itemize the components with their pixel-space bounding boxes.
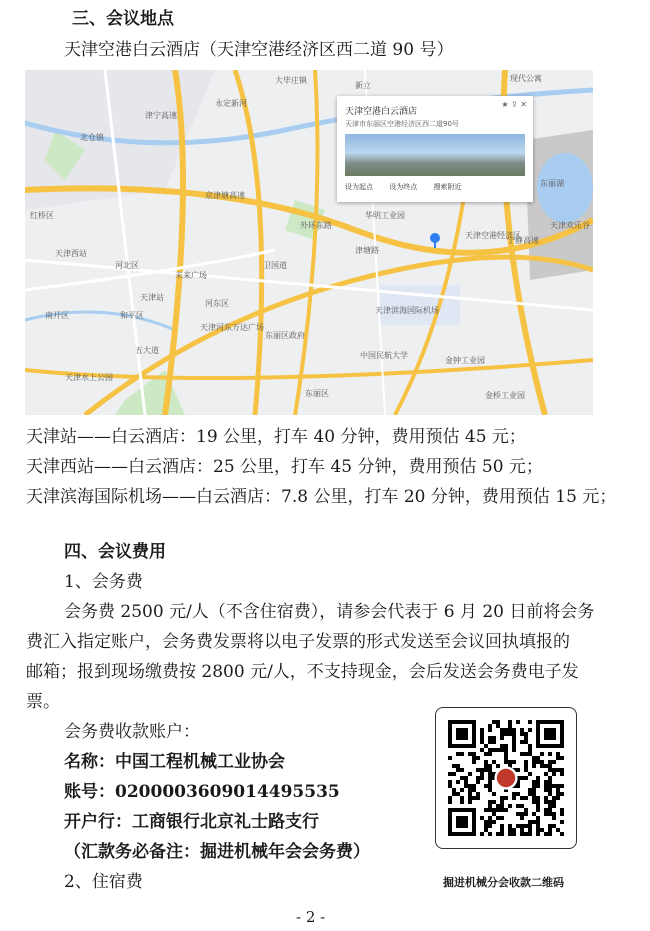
poi-label: 大毕庄镇 [275,76,307,85]
section4-heading: 四、会议费用 [64,542,166,562]
map-image[interactable] [25,70,593,415]
venue-address: 天津空港白云酒店（天津空港经济区西二道 90 号） [64,40,454,60]
qr-code-frame[interactable] [435,707,577,849]
subsection-title: 1、会务费 [64,572,143,592]
poi-label: 东丽湖 [540,179,564,188]
fee-paragraph-line: 邮箱；报到现场缴费按 2800 元/人，不支持现金，会后发送会务费电子发 [26,662,579,682]
account-note: （汇款务必备注：掘进机械年会会务费） [64,842,370,862]
poi-label: 外环东路 [300,221,332,230]
popup-actions [345,182,475,192]
search-nearby-link[interactable]: 搜索附近 [433,183,462,191]
qr-caption: 掘进机械分会收款二维码 [443,876,564,889]
poi-label: 河东区 [205,299,229,308]
poi-label: 宁静高速 [507,236,539,245]
close-icon[interactable]: ✕ [520,100,527,109]
poi-label: 津宁高速 [145,111,177,120]
fee-paragraph-line: 费汇入指定账户，会务费发票将以电子发票的形式发送至会议回执填报的 [26,632,570,652]
route-line: 天津站——白云酒店：19 公里，打车 40 分钟，费用预估 45 元； [26,427,526,447]
set-end-link[interactable]: 设为终点 [389,183,418,191]
qr-code [448,720,564,836]
poi-label: 中国民航大学 [360,351,408,360]
poi-label: 天津欢乐谷 [550,221,590,230]
poi-label: 金桥工业园 [485,391,525,400]
set-start-link[interactable]: 设为起点 [345,183,373,191]
poi-label: 卫国道 [263,261,287,270]
account-number: 账号：0200003609014495535 [64,782,340,802]
page-number: - 2 - [296,908,326,926]
route-line: 天津滨海国际机场——白云酒店：7.8 公里，打车 20 分钟，费用预估 15 元； [26,487,617,507]
poi-label: 未来广场 [175,271,207,280]
poi-label: 东丽区政府 [265,331,305,340]
hotel-photo [345,134,525,176]
account-intro: 会务费收款账户： [64,722,200,742]
account-name: 名称：中国工程机械工业协会 [64,752,285,772]
popup-address: 天津市东丽区空港经济区西二道90号 [345,120,459,128]
poi-label: 津塘路 [355,246,379,255]
poi-label: 天津水上公园 [65,373,113,382]
poi-label: 天津空港经济区 [465,231,521,240]
poi-label: 京津塘高速 [205,191,245,200]
share-icon[interactable]: ⇪ [511,100,518,109]
subsection-title: 2、住宿费 [64,872,143,892]
popup-title: 天津空港白云酒店 [345,107,418,117]
fee-paragraph-line: 票。 [26,692,60,712]
poi-label: 天津河东万达广场 [200,323,264,332]
poi-label: 五大道 [135,346,159,355]
poi-label: 河北区 [115,261,139,270]
poi-label: 现代公寓 [510,74,542,83]
poi-label: 华明工业园 [365,211,405,220]
poi-label: 天津站 [140,293,164,302]
poi-label: 南开区 [45,311,69,320]
poi-label: 北仓镇 [80,133,104,142]
poi-label: 东丽区 [305,389,329,398]
fee-paragraph-line: 会务费 2500 元/人（不含住宿费），请参会代表于 6 月 20 日前将会务 [64,602,595,622]
poi-label: 和平区 [120,311,144,320]
poi-label: 永定新河 [215,99,247,108]
star-icon[interactable]: ★ [501,100,509,109]
account-bank: 开户行：工商银行北京礼士路支行 [64,812,319,832]
section3-heading: 三、会议地点 [72,9,174,29]
map-popup [337,96,533,202]
poi-label: 新立 [355,81,371,90]
poi-label: 天津滨海国际机场 [375,306,439,315]
route-line: 天津西站——白云酒店：25 公里，打车 45 分钟，费用预估 50 元； [26,457,543,477]
poi-label: 金钟工业园 [445,356,485,365]
poi-label: 红桥区 [30,211,54,220]
popup-icons [501,100,527,109]
poi-label: 天津西站 [55,249,87,258]
